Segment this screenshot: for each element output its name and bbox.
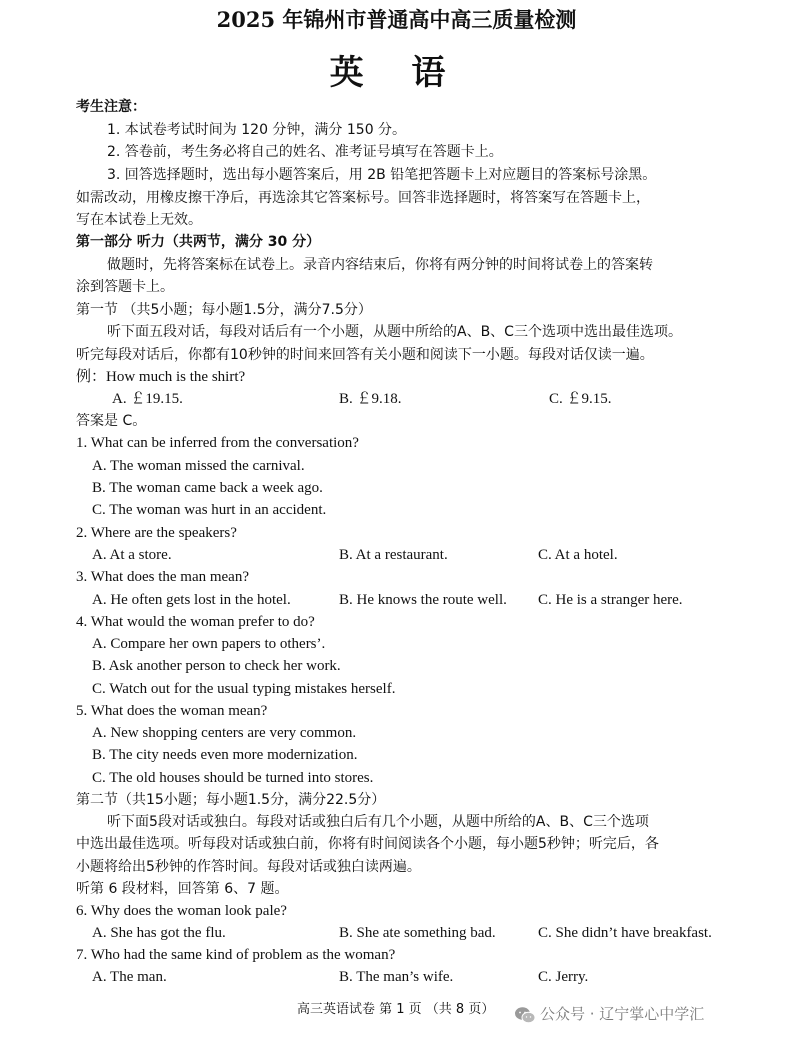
watermark-text: 公众号 · 辽宁掌心中学汇 [540, 1005, 705, 1023]
notice-heading: 考生注意： [76, 99, 146, 115]
example-question: 例：How much is the shirt? [76, 369, 246, 385]
example-answer: 答案是 C。 [76, 413, 147, 429]
q4-option-a: A. Compare her own papers to others’. [92, 636, 326, 652]
part1-intro-2: 涂到答题卡上。 [76, 279, 174, 295]
example-option-b: B. ￡9.18. [339, 391, 402, 407]
example-option-a: A. ￡19.15. [112, 391, 183, 407]
question-4: 4. What would the woman prefer to do? [76, 614, 315, 630]
page-footer: 高三英语试卷 第 1 页 （共 8 页） [297, 1002, 495, 1017]
q3-option-b: B. He knows the route well. [339, 592, 507, 608]
q2-option-c: C. At a hotel. [538, 547, 618, 563]
q6-option-c: C. She didn’t have breakfast. [538, 925, 712, 941]
q6-option-a: A. She has got the flu. [92, 925, 226, 941]
question-2: 2. Where are the speakers? [76, 525, 237, 541]
part1-intro-1: 做题时，先将答案标在试卷上。录音内容结束后，你将有两分钟的时间将试卷上的答案转 [107, 257, 653, 273]
wechat-icon [514, 1006, 536, 1024]
notice-item-3-end: 写在本试卷上无效。 [76, 212, 202, 228]
q4-option-b: B. Ask another person to check her work. [92, 658, 341, 674]
question-1: 1. What can be inferred from the conversation? [76, 435, 359, 451]
q3-option-c: C. He is a stranger here. [538, 592, 683, 608]
notice-item-3: 3. 回答选择题时，选出每小题答案后，用 2B 铅笔把答题卡上对应题目的答案标号涂黑。 [107, 167, 657, 183]
material-6-instruction: 听第 6 段材料，回答第 6、7 题。 [76, 881, 289, 897]
q3-option-a: A. He often gets lost in the hotel. [92, 592, 291, 608]
section1-title: 第一节 （共5小题；每小题1.5分，满分7.5分） [76, 302, 372, 318]
exam-title: 2025 年锦州市普通高中高三质量检测 [216, 7, 577, 32]
question-7: 7. Who had the same kind of problem as the woman? [76, 947, 396, 963]
subject-title: 英 语 [329, 53, 464, 93]
q2-option-b: B. At a restaurant. [339, 547, 448, 563]
question-3: 3. What does the man mean? [76, 569, 249, 585]
notice-item-1: 1. 本试卷考试时间为 120 分钟，满分 150 分。 [107, 122, 407, 138]
q7-option-b: B. The man’s wife. [339, 969, 454, 985]
q6-option-b: B. She ate something bad. [339, 925, 496, 941]
section2-intro-3: 小题将给出5秒钟的作答时间。每段对话或独白读两遍。 [76, 859, 421, 875]
part1-title: 第一部分 听力（共两节，满分 30 分） [76, 234, 321, 250]
section1-intro-1: 听下面五段对话，每段对话后有一个小题，从题中所给的A、B、C三个选项中选出最佳选项。 [107, 324, 682, 340]
example-option-c: C. ￡9.15. [549, 391, 612, 407]
section1-intro-2: 听完每段对话后，你都有10秒钟的时间来回答有关小题和阅读下一小题。每段对话仅读一遍。 [76, 347, 654, 363]
question-5: 5. What does the woman mean? [76, 703, 268, 719]
q4-option-c: C. Watch out for the usual typing mistakes herself. [92, 681, 396, 697]
q5-option-c: C. The old houses should be turned into stores. [92, 770, 374, 786]
section2-intro-2: 中选出最佳选项。听每段对话或独白前，你将有时间阅读各个小题，每小题5秒钟；听完后，各 [76, 836, 659, 852]
q1-option-b: B. The woman came back a week ago. [92, 480, 323, 496]
q1-option-c: C. The woman was hurt in an accident. [92, 502, 327, 518]
section2-title: 第二节（共15小题；每小题1.5分，满分22.5分） [76, 792, 386, 808]
section2-intro-1: 听下面5段对话或独白。每段对话或独白后有几个小题，从题中所给的A、B、C三个选项 [107, 814, 649, 830]
notice-item-3-cont: 如需改动，用橡皮擦干净后，再选涂其它答案标号。回答非选择题时，将答案写在答题卡上， [76, 190, 650, 206]
q2-option-a: A. At a store. [92, 547, 172, 563]
notice-item-2: 2. 答卷前，考生务必将自己的姓名、准考证号填写在答题卡上。 [107, 144, 503, 160]
question-6: 6. Why does the woman look pale? [76, 903, 287, 919]
q7-option-c: C. Jerry. [538, 969, 589, 985]
q1-option-a: A. The woman missed the carnival. [92, 458, 305, 474]
q7-option-a: A. The man. [92, 969, 167, 985]
q5-option-b: B. The city needs even more modernization. [92, 747, 358, 763]
q5-option-a: A. New shopping centers are very common. [92, 725, 357, 741]
